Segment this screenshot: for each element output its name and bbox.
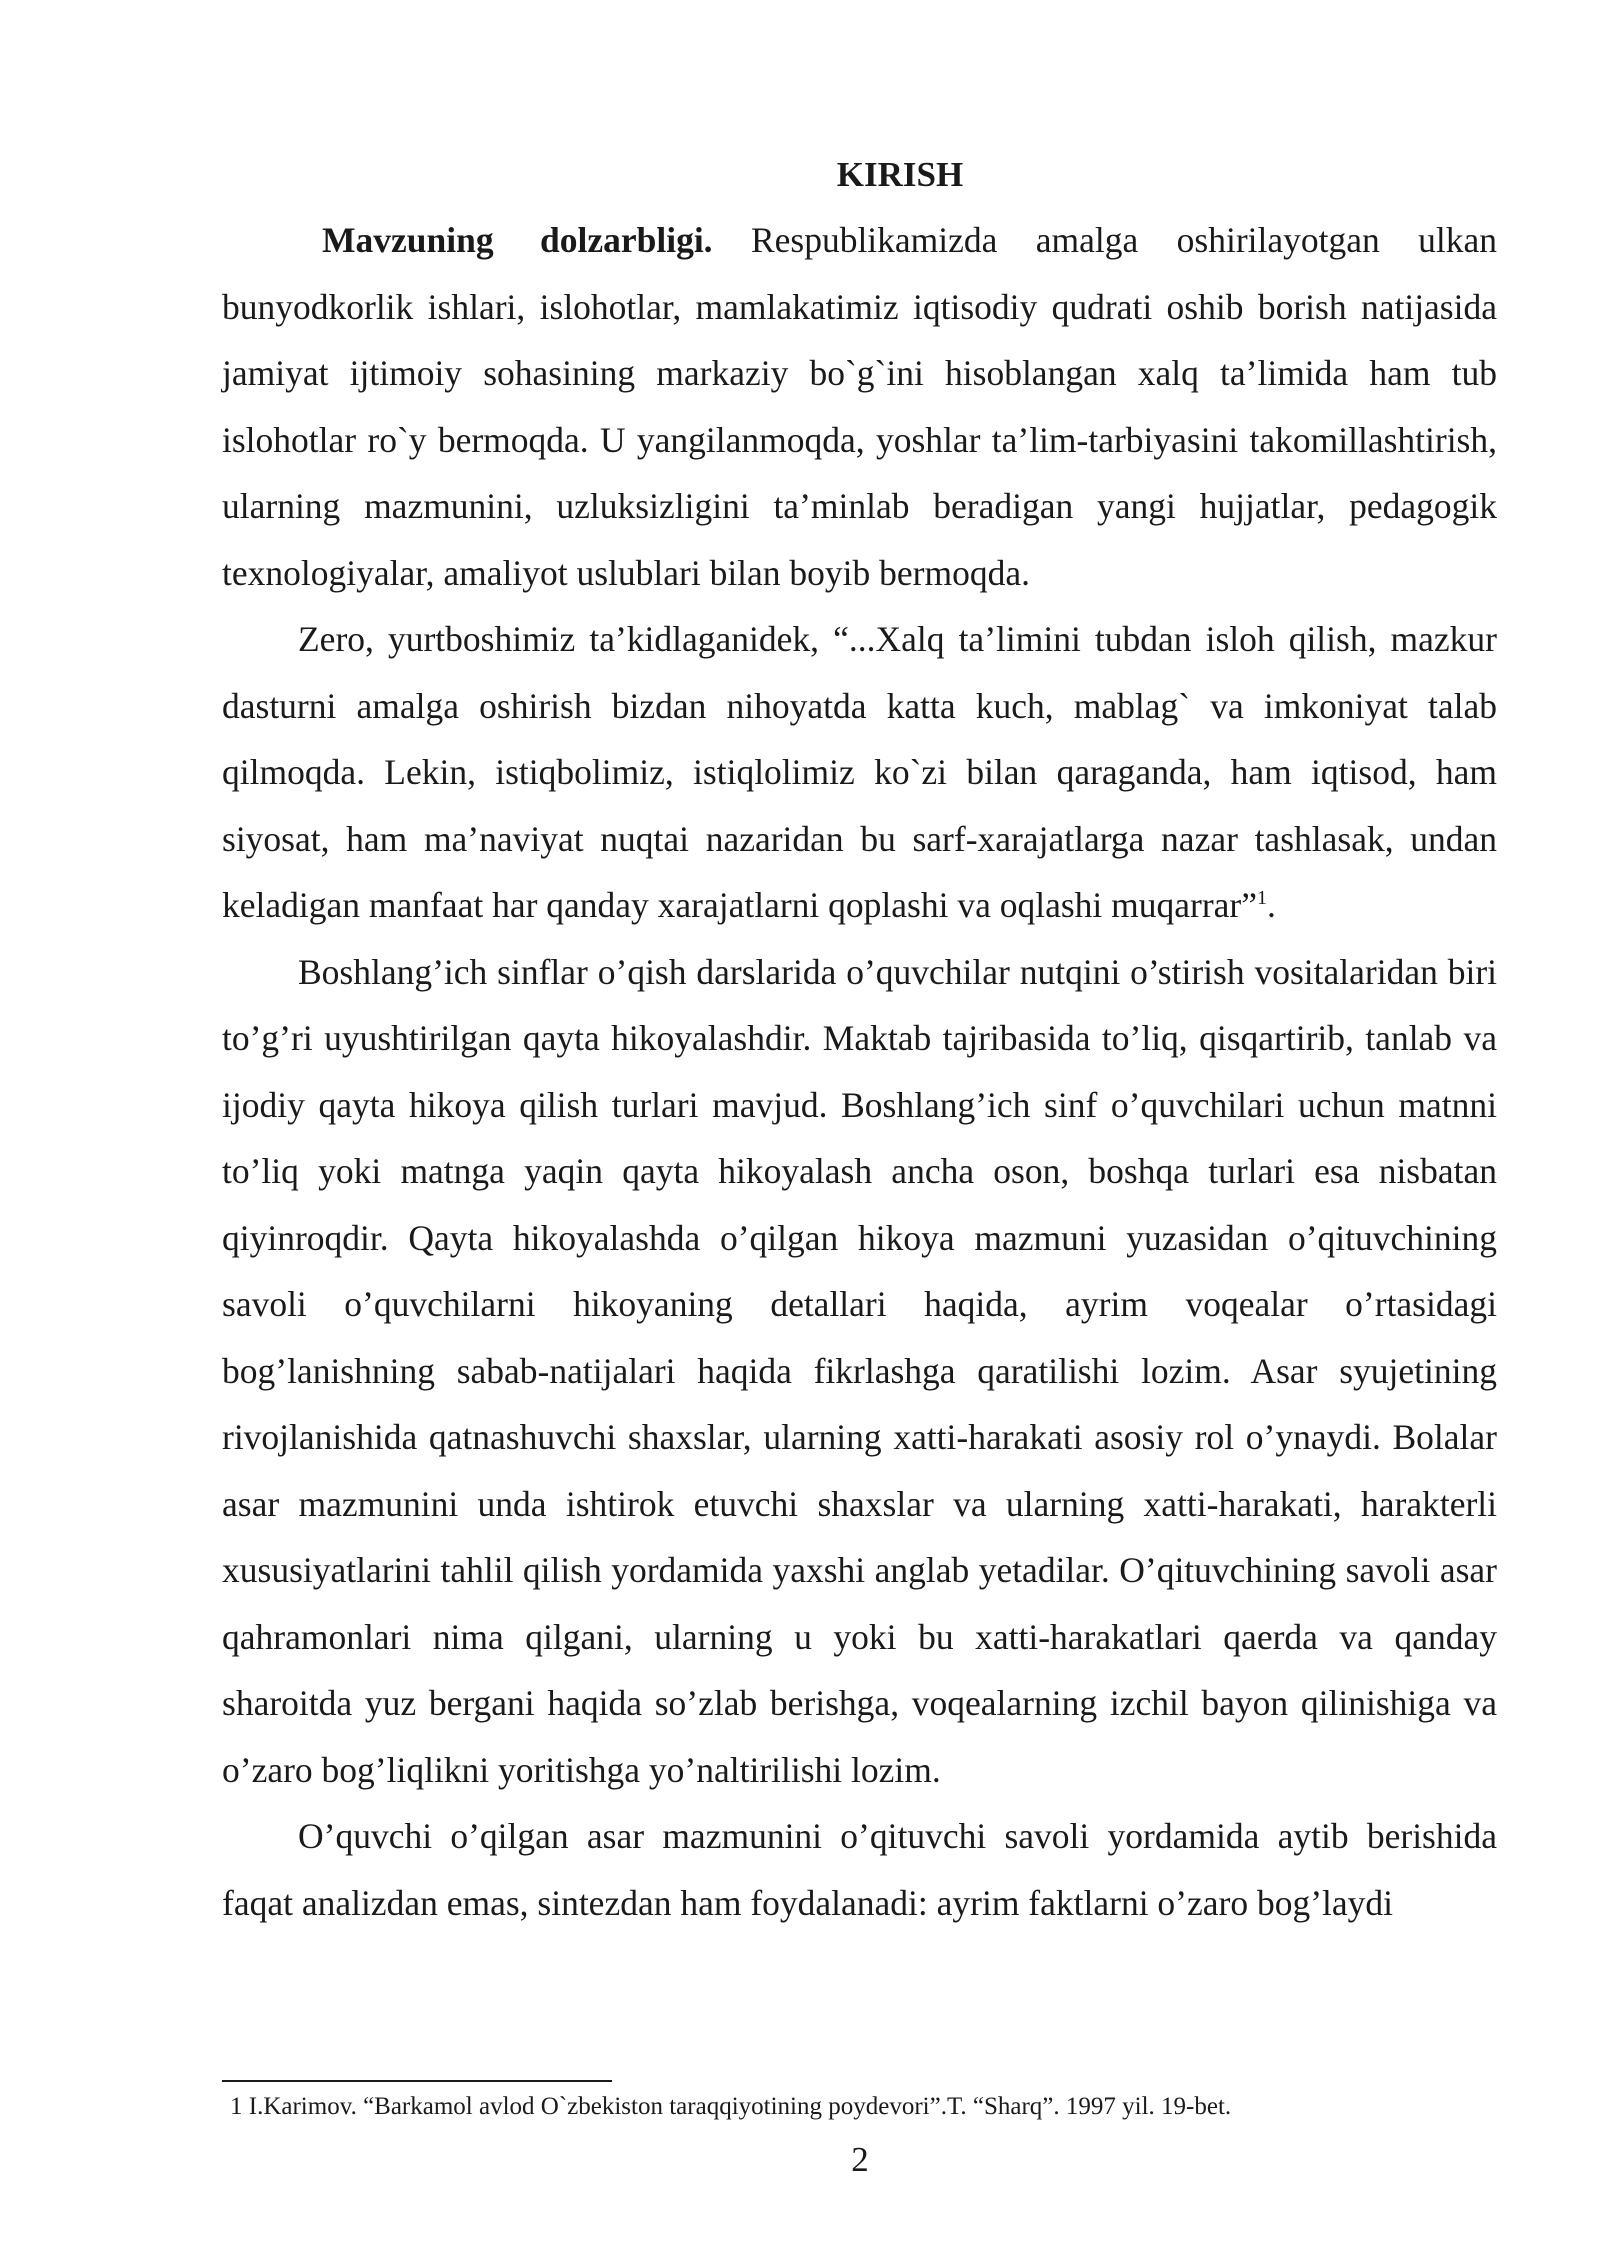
paragraph-2-end: . (1266, 885, 1276, 925)
body-text (222, 207, 1497, 1936)
lead-heading: Mavzuning dolzarbligi. (322, 220, 713, 260)
page-title: KIRISH (836, 155, 964, 194)
paragraph-1-text: Respublikamizda amalga oshirilayotgan ulkan bunyodkorlik ishlari, islohotlar, mamlakatimiz iqtisodiy qudrati oshib borish natijasida jamiyat ijtimoiy sohasining markaziy bo`g`ini hisoblangan xalq ta’limida ham tub islohotlar ro`y bermoqda. U yangilanmoqda, yoshlar ta’lim-tarbiyasini takomillashtirish, ularning mazmunini, uzluksizligini ta’minlab beradigan yangi hujjatlar, pedagogik texnologiyalar, amaliyot uslublari bilan boyib bermoqda. (222, 220, 1497, 593)
paragraph-3: Boshlang’ich sinflar o’qish darslarida o’quvchilar nutqini o’stirish vositalaridan biri to’g’ri uyushtirilgan qayta hikoyalashdir. Maktab tajribasida to’liq, qisqartirib, tanlab va ijodiy qayta hikoya qilish turlari mavjud. Boshlang’ich sinf o’quvchilari uchun matnni to’liq yoki matnga yaqin qayta hikoyalash ancha oson, boshqa turlari esa nisbatan qiyinroqdir. Qayta hikoyalashda o’qilgan hikoya mazmuni yuzasidan o’qituvchining savoli o’quvchilarni hikoyaning detallari haqida, ayrim voqealar o’rtasidagi bog’lanishning sabab-natijalari haqida fikrlashga qaratilishi lozim. Asar syujetining rivojlanishida qatnashuvchi shaxslar, ularning xatti-harakati asosiy rol o’ynaydi. Bolalar asar mazmunini unda ishtirok etuvchi shaxslar va ularning xatti-harakati, harakterli xususiyatlarini tahlil qilish yordamida yaxshi anglab yetadilar. O’qituvchining savoli asar qahramonlari nima qilgani, ularning u yoki bu xatti-harakatlari qaerda va qanday sharoitda yuz bergani haqida so’zlab berishga, voqealarning izchil bayon qilinishiga va o’zaro bog’liqlikni yoritishga yo’naltirilishi lozim. (222, 951, 1497, 1790)
footnote-reference[interactable]: 1 (1256, 887, 1267, 910)
page-number: 2 (851, 2140, 869, 2179)
footnote-divider (222, 2080, 612, 2082)
paragraph-4: O’quvchi o’qilgan asar mazmunini o’qituvchi savoli yordamida aytib berishida faqat analizdan emas, sintezdan ham foydalanadi: ayrim faktlarni o’zaro bog’laydi (222, 1816, 1497, 1923)
paragraph-2-text: Zero, yurtboshimiz ta’kidlaganidek, “...Xalq ta’limini tubdan isloh qilish, mazkur dasturni amalga oshirish bizdan nihoyatda katta kuch, mablag` va imkoniyat talab qilmoqda. Lekin, istiqbolimiz, istiqlolimiz ko`zi bilan qaraganda, ham iqtisod, ham siyosat, ham ma’naviyat nuqtai nazaridan bu sarf-xarajatlarga nazar tashlasak, undan keladigan manfaat har qanday xarajatlarni qoplashi va oqlashi muqarrar” (222, 619, 1497, 925)
footnote: 1 I.Karimov. “Barkamol avlod O`zbekiston taraqqiyotining poydevori”.T. “Sharq”. 1997 yil. 19-bet. (230, 2093, 1232, 2120)
paragraph-1 (222, 207, 1497, 606)
paragraph-2 (222, 606, 1497, 939)
